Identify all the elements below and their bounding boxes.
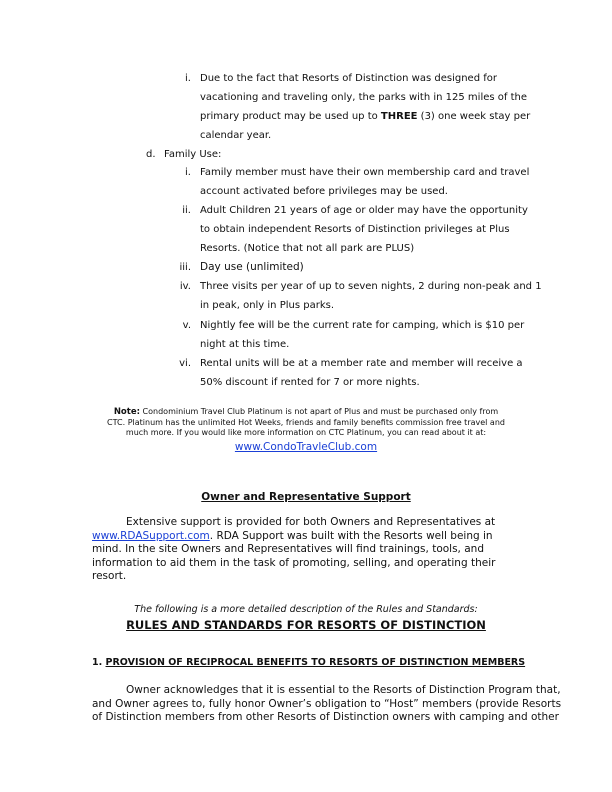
- bold-text: THREE: [380, 111, 418, 122]
- text-line: calendar year.: [200, 130, 272, 141]
- text-line: Rental units will be at a member rate and member will receive a: [200, 358, 523, 369]
- text-line: and Owner agrees to, fully honor Owner’s obligation to “Host” members (provide Resorts: [92, 697, 562, 710]
- text-line: Owner acknowledges that it is essential to the Resorts of Distinction Program that,: [126, 684, 561, 696]
- support-heading: Owner and Representative Support: [201, 491, 411, 503]
- text-line: information to aid them in the task of promoting, selling, and operating their: [92, 556, 496, 569]
- text-line: resort.: [92, 570, 127, 582]
- text-line: mind. In the site Owners and Representatives will find trainings, tools, and: [92, 543, 484, 555]
- section-number: 1.: [92, 657, 106, 668]
- text-span: Condominium Travel Club Platinum is not apart of Plus and must be purchased only from: [140, 407, 499, 416]
- list-item-text: [200, 258, 304, 277]
- text-line: [200, 107, 530, 126]
- text-line: Family member must have their own membership card and travel: [200, 167, 530, 178]
- note-line: much more. If you would like more information on CTC Platinum, you can read about it at:: [125, 428, 487, 437]
- text-line: night at this time.: [200, 339, 290, 350]
- list-item-text: [200, 69, 530, 145]
- note-label: Note:: [113, 407, 140, 417]
- list-number: v.: [182, 320, 191, 331]
- list-number: iv.: [179, 281, 191, 292]
- list-number: ii.: [182, 205, 191, 216]
- text-span: (3) one week stay per: [417, 111, 531, 122]
- section-title: PROVISION OF RECIPROCAL BENEFITS TO RESORTS OF DISTINCTION MEMBERS: [105, 657, 526, 668]
- note-block: [70, 407, 542, 454]
- ctc-link[interactable]: www.CondoTravleClub.com: [234, 440, 378, 453]
- text-line: Extensive support is provided for both Owners and Representatives at: [126, 516, 496, 528]
- text-line: Adult Children 21 years of age or older may have the opportunity: [200, 205, 528, 216]
- list-letter: d.: [146, 149, 156, 160]
- text-span: primary product may be used up to: [200, 111, 381, 122]
- text-span: . RDA Support was built with the Resorts well being in: [209, 529, 493, 542]
- text-line: 50% discount if rented for 7 or more nights.: [200, 377, 420, 388]
- text-line: Resorts. (Notice that not all park are PLUS): [200, 243, 415, 254]
- list-number: i.: [185, 167, 191, 178]
- text-line: Nightly fee will be the current rate for camping, which is $10 per: [200, 320, 525, 331]
- list-number: vi.: [179, 358, 191, 369]
- list-item-text: [200, 277, 542, 315]
- list-item-text: [200, 201, 528, 258]
- list-number: iii.: [179, 262, 191, 273]
- support-paragraph: [92, 516, 562, 584]
- text-line: Three visits per year of up to seven nights, 2 during non-peak and 1: [200, 281, 542, 292]
- note-link-line: [70, 440, 542, 454]
- text-line: of Distinction members from other Resorts of Distinction owners with camping and other: [92, 711, 559, 723]
- section-1-paragraph: [92, 684, 562, 725]
- list-item-text: [200, 316, 524, 354]
- text-line: Day use (unlimited): [200, 261, 304, 273]
- rules-intro: The following is a more detailed description of the Rules and Standards:: [134, 604, 478, 615]
- text-line: in peak, only in Plus parks.: [200, 300, 334, 311]
- text-line: to obtain independent Resorts of Distinction privileges at Plus: [200, 224, 510, 235]
- rda-support-link[interactable]: www.RDASupport.com: [92, 529, 210, 542]
- text-line: [92, 530, 562, 544]
- text-line: Due to the fact that Resorts of Distinction was designed for: [200, 73, 497, 84]
- list-item-text: [200, 354, 523, 392]
- text-line: account activated before privileges may be used.: [200, 186, 448, 197]
- list-number: i.: [185, 73, 191, 84]
- note-line: [70, 407, 542, 418]
- note-line: CTC. Platinum has the unlimited Hot Weeks, friends and family benefits commission free travel and: [107, 417, 505, 427]
- list-item-text: [200, 163, 529, 201]
- rules-title: RULES AND STANDARDS FOR RESORTS OF DISTINCTION: [126, 618, 486, 632]
- text-line: vacationing and traveling only, the parks with in 125 miles of the: [200, 92, 528, 103]
- section-1-heading: [92, 657, 525, 668]
- family-use-label: Family Use:: [164, 149, 222, 160]
